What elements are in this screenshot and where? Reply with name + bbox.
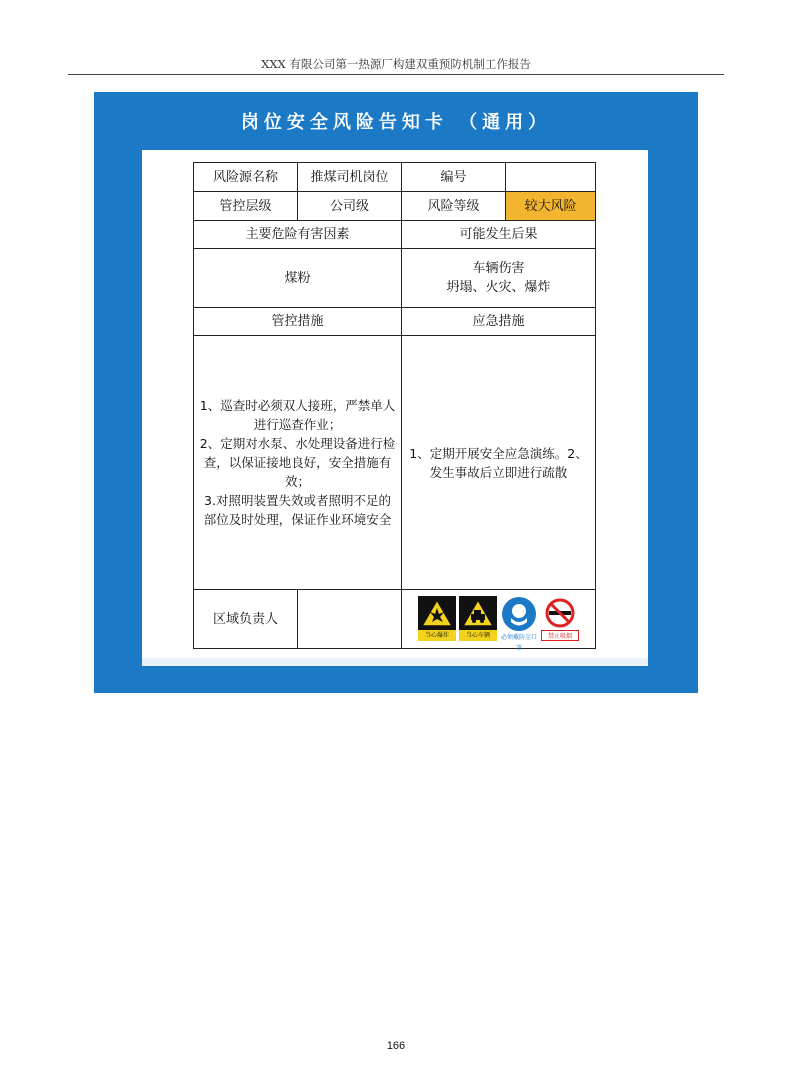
risk-table [193, 162, 596, 652]
sign-label: 当心爆炸 [418, 630, 456, 641]
responsible-value [298, 590, 402, 649]
vehicle-warning-icon [461, 598, 495, 628]
control-header: 管控措施 [194, 308, 402, 336]
number-label: 编号 [402, 163, 506, 192]
control-measures [194, 336, 402, 590]
risk-source-label: 风险源名称 [194, 163, 298, 192]
consequence-header: 可能发生后果 [402, 221, 596, 249]
safety-signs [402, 590, 596, 652]
sign-explosion [418, 596, 456, 642]
sign-vehicle [459, 596, 497, 642]
wear-mask-icon [500, 596, 538, 632]
sign-label: 禁止吸烟 [541, 630, 579, 641]
emergency-measures [402, 336, 596, 590]
explosion-warning-icon [420, 598, 454, 628]
hazard-header: 主要危险有害因素 [194, 221, 402, 249]
emergency-header: 应急措施 [402, 308, 596, 336]
sign-label: 当心车辆 [459, 630, 497, 641]
control-line: 效； [284, 474, 310, 489]
control-level-label: 管控层级 [194, 192, 298, 221]
risk-level-value: 较大风险 [506, 192, 596, 221]
sign-no-smoking [541, 596, 579, 642]
page-number: 166 [386, 1040, 406, 1052]
card-bottom-strip [142, 658, 648, 666]
risk-level-label: 风险等级 [402, 192, 506, 221]
header-rule [68, 74, 724, 75]
sign-label: 必须戴防尘口罩 [500, 634, 537, 652]
risk-notice-card [94, 92, 698, 693]
control-line: 1、巡查时必须双人接班，严禁单人 [199, 398, 396, 413]
page-header: XXX 有限公司第一热源厂构建双重预防机制工作报告 [261, 57, 531, 71]
card-title: 岗位安全风险告知卡 （通用） [240, 112, 552, 133]
sign-mask [500, 596, 538, 652]
consequence-line: 坍塌、火灾、爆炸 [446, 280, 551, 295]
control-line: 进行巡查作业； [253, 417, 342, 432]
responsible-label: 区域负责人 [194, 590, 298, 649]
card-inner-panel [142, 150, 648, 658]
control-line: 3.对照明装置失效或者照明不足的 [204, 493, 391, 508]
no-smoking-icon [541, 596, 579, 630]
hazard-value: 煤粉 [194, 249, 402, 308]
emergency-line: 1、定期开展安全应急演练。2、 [409, 445, 588, 461]
number-value [506, 163, 596, 192]
control-line: 部位及时处理，保证作业环境安全 [203, 512, 392, 527]
consequence-line: 车辆伤害 [472, 261, 525, 276]
control-level-value: 公司级 [298, 192, 402, 221]
control-line: 查，以保证接地良好，安全措施有 [203, 455, 392, 470]
consequence-value [402, 249, 596, 308]
emergency-line: 发生事故后立即进行疏散 [429, 464, 568, 480]
risk-source-value: 推煤司机岗位 [298, 163, 402, 192]
control-line: 2、定期对水泵、水处理设备进行检 [199, 436, 396, 451]
